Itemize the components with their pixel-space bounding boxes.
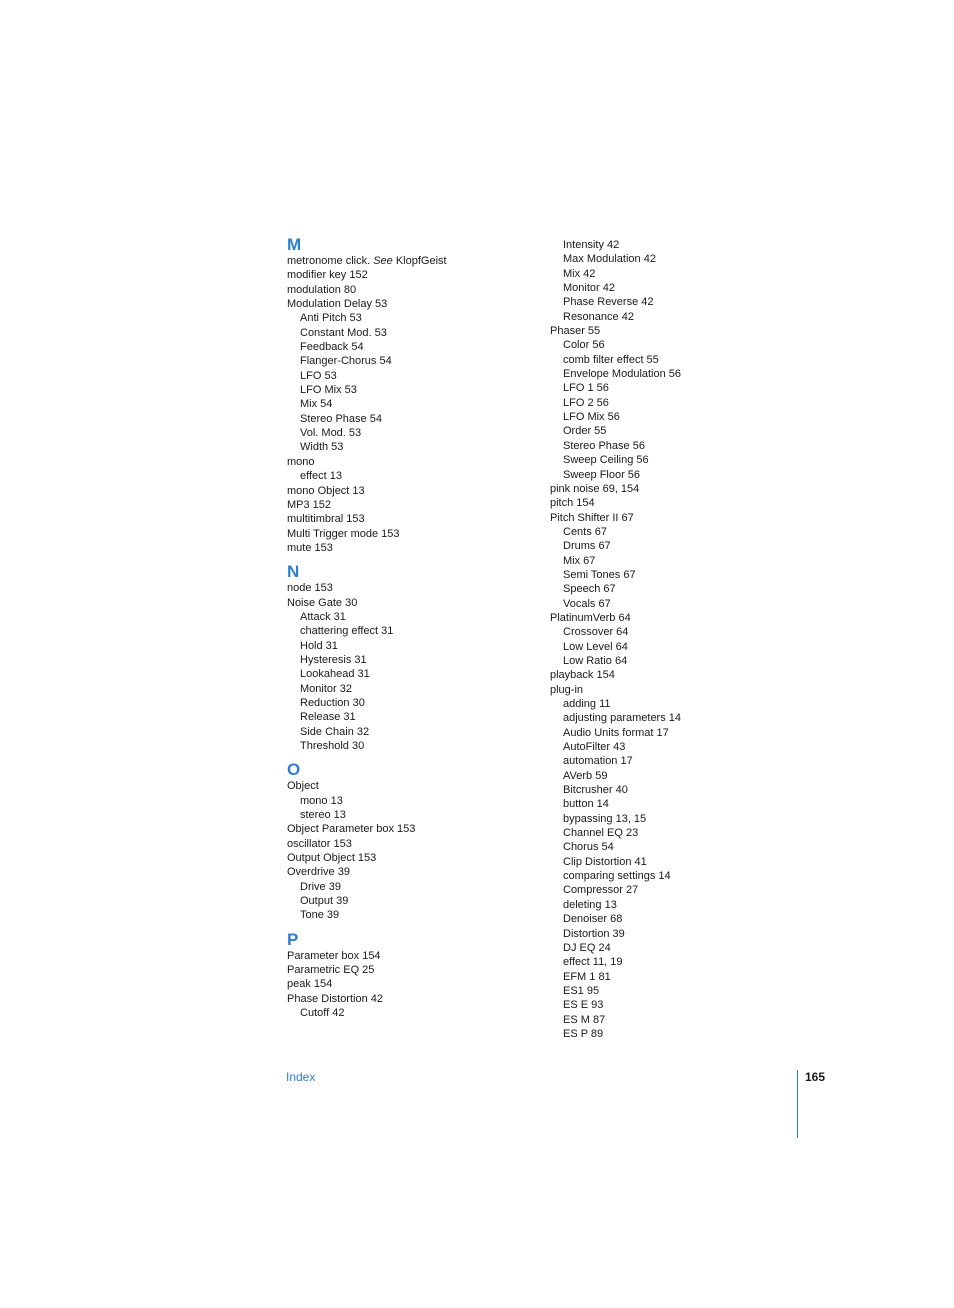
index-subentry: Release 31: [300, 711, 356, 724]
index-entry: peak 154: [287, 978, 333, 991]
footer-section-title: Index: [286, 1070, 316, 1084]
index-subentry: Stereo Phase 56: [563, 439, 645, 452]
index-entry: Parameter box 154: [287, 949, 381, 962]
see-target: KlopfGeist: [392, 255, 447, 267]
index-entry: modulation 80: [287, 283, 357, 296]
index-column-right: [550, 238, 800, 1041]
index-subentry: button 14: [563, 798, 609, 811]
index-entry: Object: [287, 780, 319, 793]
index-subentry: automation 17: [563, 755, 633, 768]
index-subentry: Chorus 54: [563, 841, 614, 854]
index-entry: node 153: [287, 582, 333, 595]
index-subentry: ES E 93: [563, 999, 604, 1012]
section-letter-p: P: [287, 929, 299, 949]
index-entry: [287, 254, 537, 268]
index-subentry: ES1 95: [563, 984, 600, 997]
index-subentry: Vol. Mod. 53: [300, 427, 362, 440]
index-subentry: EFM 1 81: [563, 970, 611, 983]
footer-divider: [797, 1070, 798, 1138]
section-letter-o: O: [287, 760, 301, 780]
index-entry: PlatinumVerb 64: [550, 611, 631, 624]
index-subentry: adjusting parameters 14: [563, 712, 682, 725]
index-subentry: Color 56: [563, 339, 605, 352]
index-subentry: LFO Mix 53: [300, 384, 357, 397]
index-subentry: Resonance 42: [563, 310, 634, 323]
index-subentry: Reduction 30: [300, 696, 365, 709]
index-subentry: Mix 54: [300, 398, 333, 411]
index-subentry: Side Chain 32: [300, 725, 370, 738]
index-subentry: Speech 67: [563, 583, 616, 596]
index-subentry: Width 53: [300, 441, 344, 454]
index-entry: Output Object 153: [287, 852, 377, 865]
index-subentry: Distortion 39: [563, 927, 625, 940]
index-subentry: Hysteresis 31: [300, 653, 367, 666]
index-entry: MP3 152: [287, 498, 332, 511]
index-subentry: comb filter effect 55: [563, 353, 659, 366]
index-subentry: DJ EQ 24: [563, 941, 611, 954]
index-subentry: Monitor 42: [563, 282, 615, 295]
index-entry: Phase Distortion 42: [287, 992, 383, 1005]
index-subentry: Max Modulation 42: [563, 253, 656, 266]
index-entry: oscillator 153: [287, 837, 352, 850]
index-subentry: Drums 67: [563, 540, 611, 553]
entries-m: [287, 254, 537, 555]
index-subentry: Anti Pitch 53: [300, 312, 362, 325]
index-entry: Parametric EQ 25: [287, 964, 375, 977]
index-entry: multitimbral 153: [287, 513, 365, 526]
index-subentry: LFO 53: [300, 369, 337, 382]
index-entry: mono: [287, 455, 315, 468]
index-subentry: ES P 89: [563, 1027, 604, 1040]
index-subentry: Cutoff 42: [300, 1007, 345, 1020]
index-subentry: ES M 87: [563, 1013, 606, 1026]
index-subentry: comparing settings 14: [563, 870, 671, 883]
index-subentry: Tone 39: [300, 909, 340, 922]
index-entry: pitch 154: [550, 497, 595, 510]
index-subentry: Sweep Floor 56: [563, 468, 641, 481]
index-subentry: Intensity 42: [563, 239, 620, 251]
index-subentry: Bitcrusher 40: [563, 784, 628, 797]
index-subentry: Sweep Ceiling 56: [563, 454, 649, 467]
index-entry: Multi Trigger mode 153: [287, 527, 400, 540]
index-subentry: Low Level 64: [563, 640, 628, 653]
index-entry: Overdrive 39: [287, 866, 350, 879]
index-entry: Noise Gate 30: [287, 596, 358, 609]
index-subentry: bypassing 13, 15: [563, 812, 647, 825]
index-subentry: Stereo Phase 54: [300, 412, 382, 425]
entries-n: [287, 581, 537, 753]
index-subentry: Compressor 27: [563, 884, 639, 897]
index-subentry: LFO 1 56: [563, 382, 609, 395]
section-letter-n: N: [287, 562, 300, 582]
index-subentry: Flanger-Chorus 54: [300, 355, 392, 368]
entries-o: [287, 779, 537, 922]
index-subentry: Denoiser 68: [563, 913, 623, 926]
entry-term: metronome click.: [287, 255, 374, 267]
index-subentry: Feedback 54: [300, 341, 364, 354]
index-subentry: effect 11, 19: [563, 956, 623, 969]
index-subentry: Envelope Modulation 56: [563, 368, 682, 381]
entries-p-continued: [550, 238, 800, 1041]
index-subentry: Phase Reverse 42: [563, 296, 654, 309]
index-subentry: stereo 13: [300, 809, 346, 822]
index-subentry: adding 11: [563, 698, 611, 710]
index-entry: mute 153: [287, 541, 333, 554]
see-reference: See: [373, 255, 393, 267]
index-subentry: Attack 31: [300, 610, 346, 623]
index-subentry: Output 39: [300, 895, 349, 908]
index-subentry: Crossover 64: [563, 626, 629, 639]
index-entry: modifier key 152: [287, 269, 368, 282]
index-entry: Phaser 55: [550, 325, 601, 338]
index-subentry: LFO 2 56: [563, 396, 609, 409]
page-number: 165: [805, 1070, 826, 1084]
index-subentry: Mix 42: [563, 267, 596, 280]
index-entry: Modulation Delay 53: [287, 298, 388, 311]
index-subentry: LFO Mix 56: [563, 411, 620, 424]
index-entry: Pitch Shifter II 67: [550, 511, 634, 524]
section-letter-m: M: [287, 235, 302, 254]
index-subentry: Drive 39: [300, 880, 341, 893]
index-subentry: Clip Distortion 41: [563, 855, 647, 868]
index-subentry: effect 13: [300, 470, 342, 483]
index-subentry: AVerb 59: [563, 769, 608, 782]
index-entry: plug-in: [550, 683, 584, 696]
index-subentry: Cents 67: [563, 525, 608, 538]
index-subentry: Mix 67: [563, 554, 596, 567]
index-entry: mono Object 13: [287, 484, 365, 497]
index-subentry: Audio Units format 17: [563, 726, 669, 739]
index-subentry: Channel EQ 23: [563, 827, 639, 840]
index-subentry: chattering effect 31: [300, 625, 394, 638]
index-subentry: Threshold 30: [300, 740, 365, 752]
index-subentry: Low Ratio 64: [563, 654, 628, 667]
index-subentry: Constant Mod. 53: [300, 326, 387, 339]
index-entry: pink noise 69, 154: [550, 482, 640, 495]
index-subentry: mono 13: [300, 794, 343, 807]
index-subentry: deleting 13: [563, 898, 617, 911]
index-subentry: Semi Tones 67: [563, 568, 636, 581]
entries-p: [287, 949, 537, 1021]
index-subentry: Lookahead 31: [300, 668, 370, 681]
index-subentry: Vocals 67: [563, 597, 611, 610]
index-subentry: Monitor 32: [300, 682, 352, 695]
index-subentry: AutoFilter 43: [563, 741, 626, 754]
index-subentry: Order 55: [563, 425, 607, 438]
index-entry: playback 154: [550, 669, 615, 682]
index-column-left: [287, 236, 537, 1021]
index-entry: Object Parameter box 153: [287, 823, 416, 836]
index-subentry: Hold 31: [300, 639, 338, 652]
